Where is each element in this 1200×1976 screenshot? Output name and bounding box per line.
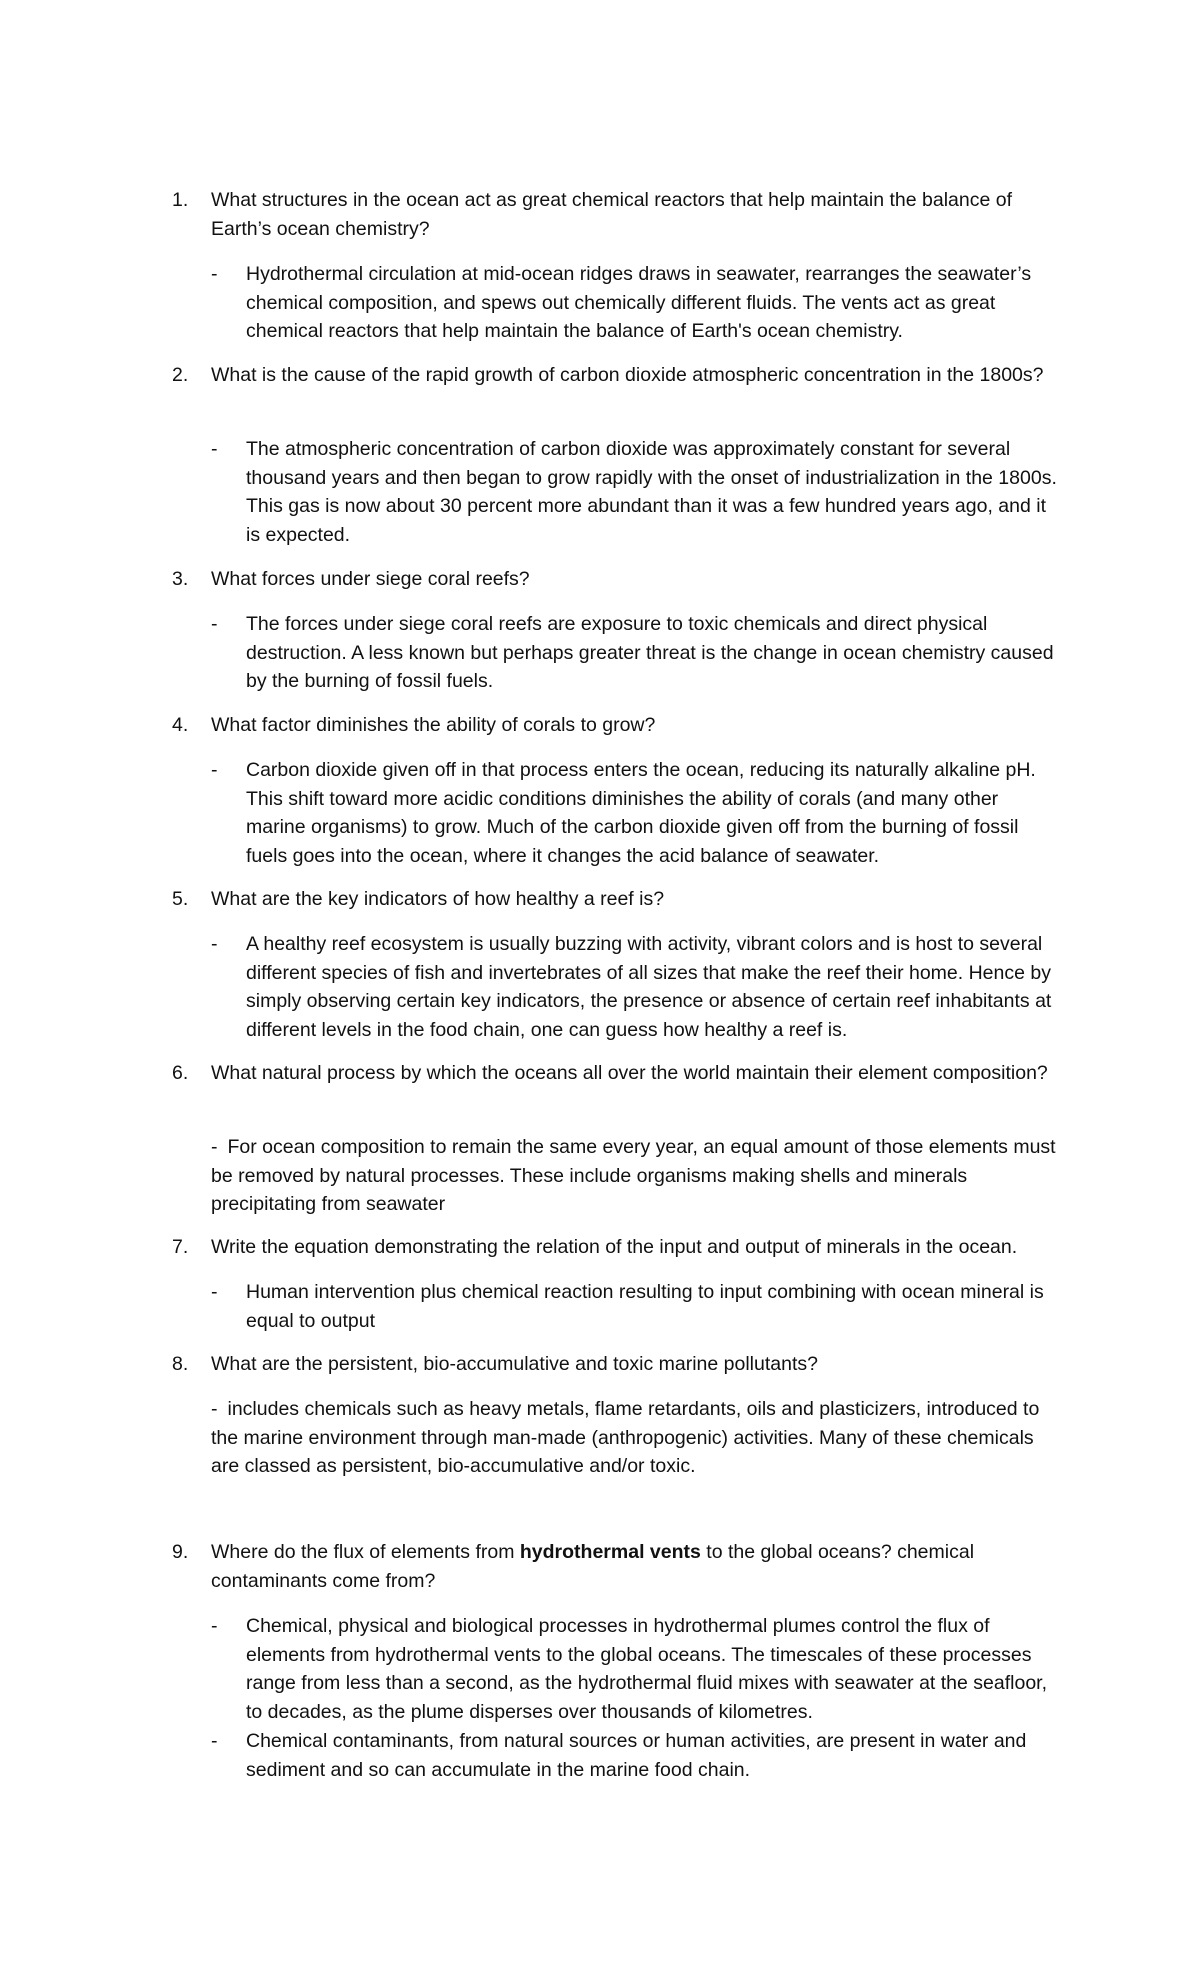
answer-text: The forces under siege coral reefs are exposure to toxic chemicals and direct physical destruction. A less known but perhaps greater threat is the change in ocean chemistry caused by the burning of fossil fuels. xyxy=(246,613,1054,693)
answer-dash: - xyxy=(211,1398,218,1420)
question-number: 1. xyxy=(172,189,189,211)
question-number: 4. xyxy=(172,714,189,736)
answer-dash: - xyxy=(211,759,218,781)
answer-dash: - xyxy=(211,263,218,285)
question-text: What is the cause of the rapid growth of carbon dioxide atmospheric concentration in the 1800s? xyxy=(211,364,1044,386)
answer-dash: - xyxy=(211,1615,218,1637)
question-number: 7. xyxy=(172,1236,189,1258)
question-text: Write the equation demonstrating the relation of the input and output of minerals in the ocean. xyxy=(211,1236,1018,1258)
question-text: What natural process by which the oceans all over the world maintain their element composition? xyxy=(211,1062,1048,1084)
question-number: 6. xyxy=(172,1062,189,1084)
answer-text: Hydrothermal circulation at mid-ocean ridges draws in seawater, rearranges the seawater’s chemical composition, and spews out chemically different fluids. The vents act as great chemical reactors that help maintain the balance of Earth's ocean chemistry. xyxy=(246,263,1032,343)
answer-dash: - xyxy=(211,438,218,460)
answer-dash: - xyxy=(211,1730,218,1752)
question-text-end: to the global oceans? chemical contaminants come from? xyxy=(211,1541,975,1592)
answer-text: A healthy reef ecosystem is usually buzzing with activity, vibrant colors and is host to several different species of fish and invertebrates of all sizes that make the reef their home. Hence by simply observing certain key indicators, the presence or absence of certain reef inhabitants at different levels in the food chain, one can guess how healthy a reef is. xyxy=(246,933,1052,1042)
answer-dash: - xyxy=(211,613,218,635)
answer-text: For ocean composition to remain the same every year, an equal amount of those elements must be removed by natural processes. These include organisms making shells and minerals precipitating from seawater xyxy=(211,1136,1056,1216)
answer-dash: - xyxy=(211,1136,218,1158)
answer-text: Human intervention plus chemical reaction resulting to input combining with ocean mineral is equal to output xyxy=(246,1281,1044,1332)
question-text-start: Where do the flux of elements from xyxy=(211,1541,520,1563)
question-text: What factor diminishes the ability of corals to grow? xyxy=(211,714,656,736)
question-number: 3. xyxy=(172,568,189,590)
question-number: 5. xyxy=(172,888,189,910)
answer-paragraph xyxy=(211,1395,1061,1481)
answer-text: Carbon dioxide given off in that process enters the ocean, reducing its naturally alkaline pH. This shift toward more acidic conditions diminishes the ability of corals (and many other marine organisms) to grow. Much of the carbon dioxide given off from the burning of fossil fuels goes into the ocean, where it changes the acid balance of seawater. xyxy=(246,759,1036,868)
question-number: 2. xyxy=(172,364,189,386)
answer-dash: - xyxy=(211,933,218,955)
question-text: What structures in the ocean act as great chemical reactors that help maintain the balance of Earth’s ocean chemistry? xyxy=(211,189,1013,240)
question-text xyxy=(211,1538,1061,1595)
question-text: What are the persistent, bio-accumulative and toxic marine pollutants? xyxy=(211,1353,818,1375)
question-text: What forces under siege coral reefs? xyxy=(211,568,530,590)
question-text: What are the key indicators of how healthy a reef is? xyxy=(211,888,665,910)
question-bold-term: hydrothermal vents xyxy=(519,1541,701,1563)
answer-text: Chemical, physical and biological processes in hydrothermal plumes control the flux of elements from hydrothermal vents to the global oceans. The timescales of these processes range from less than a second, as the hydrothermal fluid mixes with seawater at the seafloor, to decades, as the plume disperses over thousands of kilometres. xyxy=(246,1615,1047,1724)
answer-text: Chemical contaminants, from natural sources or human activities, are present in water and sediment and so can accumulate in the marine food chain. xyxy=(246,1730,1027,1781)
question-number: 8. xyxy=(172,1353,189,1375)
answer-text: includes chemicals such as heavy metals, flame retardants, oils and plasticizers, introduced to the marine environment through man-made (anthropogenic) activities. Many of these chemicals are classed as persistent, bio-accumulative and/or toxic. xyxy=(211,1398,1040,1478)
question-number: 9. xyxy=(172,1541,189,1563)
answer-dash: - xyxy=(211,1281,218,1303)
answer-paragraph xyxy=(211,1133,1061,1219)
answer-text: The atmospheric concentration of carbon dioxide was approximately constant for several thousand years and then began to grow rapidly with the onset of industrialization in the 1800s. This gas is now about 30 percent more abundant than it was a few hundred years ago, and it is expected. xyxy=(246,438,1057,547)
